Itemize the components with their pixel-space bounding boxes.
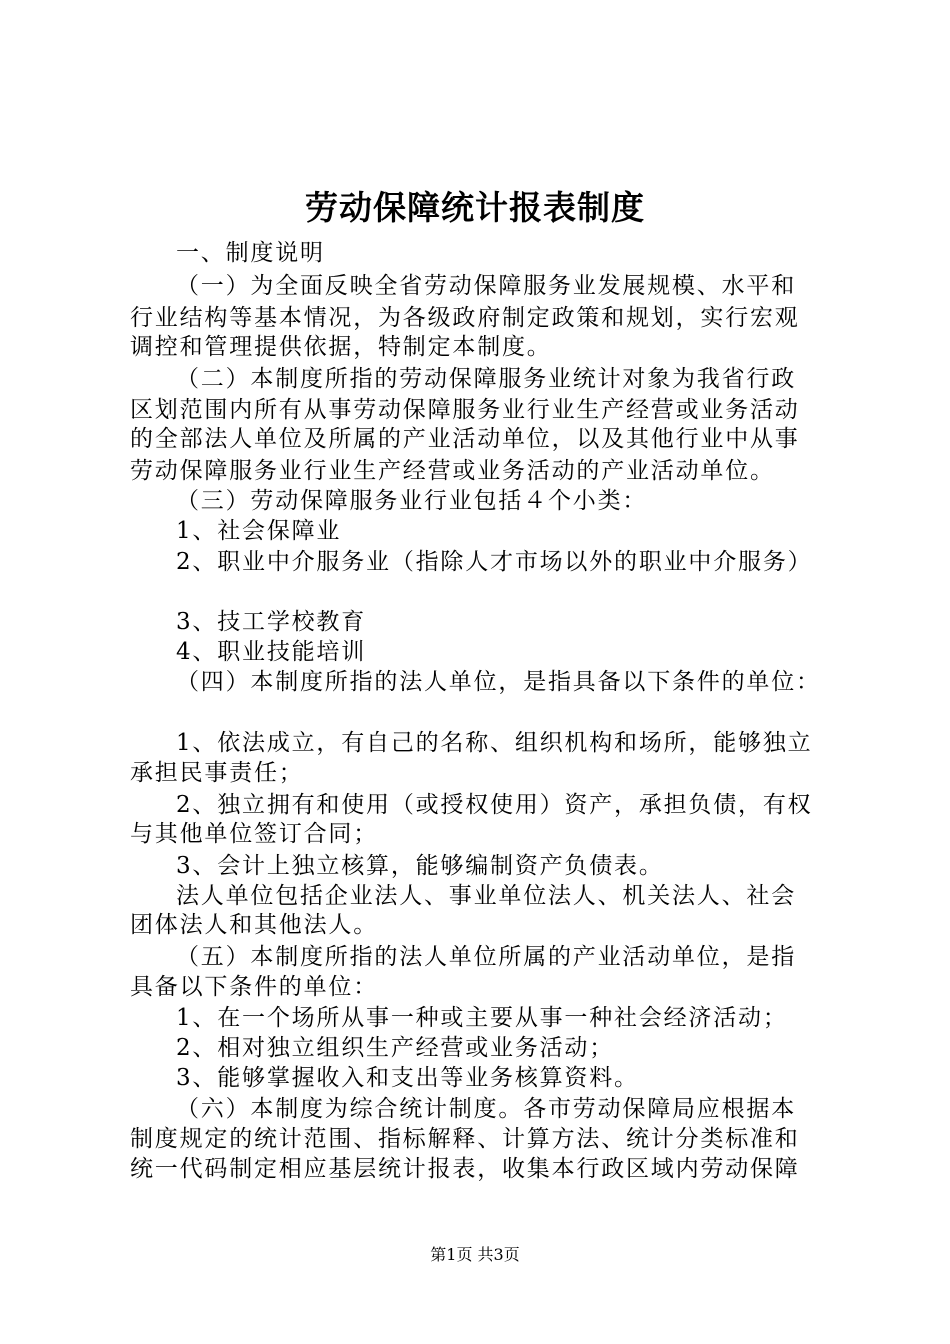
- paragraph-line: 团体法人和其他法人。: [130, 912, 378, 938]
- list-item: 2、职业中介服务业（指除人才市场以外的职业中介服务）: [176, 549, 813, 575]
- paragraph-line: 与其他单位签订合同；: [130, 821, 378, 847]
- paragraph-line: （五）本制度所指的法人单位所属的产业活动单位，是指: [176, 944, 796, 970]
- paragraph-line: 具备以下条件的单位：: [130, 974, 378, 1000]
- list-item: 2、独立拥有和使用（或授权使用）资产，承担负债，有权: [176, 792, 813, 818]
- paragraph-line: 区划范围内所有从事劳动保障服务业行业生产经营或业务活动: [130, 397, 800, 423]
- paragraph-line: 制度规定的统计范围、指标解释、计算方法、统计分类标准和: [130, 1126, 800, 1152]
- list-item: 3、会计上独立核算，能够编制资产负债表。: [176, 853, 664, 879]
- paragraph-line: （三）劳动保障服务业行业包括４个小类：: [176, 488, 648, 514]
- paragraph-line: 法人单位包括企业法人、事业单位法人、机关法人、社会: [176, 883, 796, 909]
- document-title: 劳动保障统计报表制度: [305, 188, 645, 227]
- paragraph-line: （二）本制度所指的劳动保障服务业统计对象为我省行政: [176, 366, 796, 392]
- list-item: 2、相对独立组织生产经营或业务活动；: [176, 1035, 615, 1061]
- paragraph-line: 的全部法人单位及所属的产业活动单位，以及其他行业中从事: [130, 426, 800, 452]
- list-item: 3、技工学校教育: [176, 609, 367, 635]
- paragraph-line: 劳动保障服务业行业生产经营或业务活动的产业活动单位。: [130, 458, 775, 484]
- paragraph-line: 统一代码制定相应基层统计报表，收集本行政区域内劳动保障: [130, 1156, 800, 1182]
- paragraph-line: 行业结构等基本情况，为各级政府制定政策和规划，实行宏观: [130, 305, 800, 331]
- paragraph-line: （四）本制度所指的法人单位，是指具备以下条件的单位：: [176, 669, 821, 695]
- list-item: 1、依法成立，有自己的名称、组织机构和场所，能够独立: [176, 730, 813, 756]
- paragraph-line: 调控和管理提供依据，特制定本制度。: [130, 334, 552, 360]
- section-heading: 一、制度说明: [176, 240, 325, 266]
- page-number-footer: 第1页 共3页: [430, 1245, 520, 1264]
- list-item: 1、社会保障业: [176, 518, 342, 544]
- list-item: 3、能够掌握收入和支出等业务核算资料。: [176, 1065, 639, 1091]
- paragraph-line: （六）本制度为综合统计制度。各市劳动保障局应根据本: [176, 1096, 796, 1122]
- list-item: 1、在一个场所从事一种或主要从事一种社会经济活动；: [176, 1005, 788, 1031]
- paragraph-line: （一）为全面反映全省劳动保障服务业发展规模、水平和: [176, 273, 796, 299]
- list-item: 4、职业技能培训: [176, 639, 367, 665]
- paragraph-line: 承担民事责任；: [130, 760, 304, 786]
